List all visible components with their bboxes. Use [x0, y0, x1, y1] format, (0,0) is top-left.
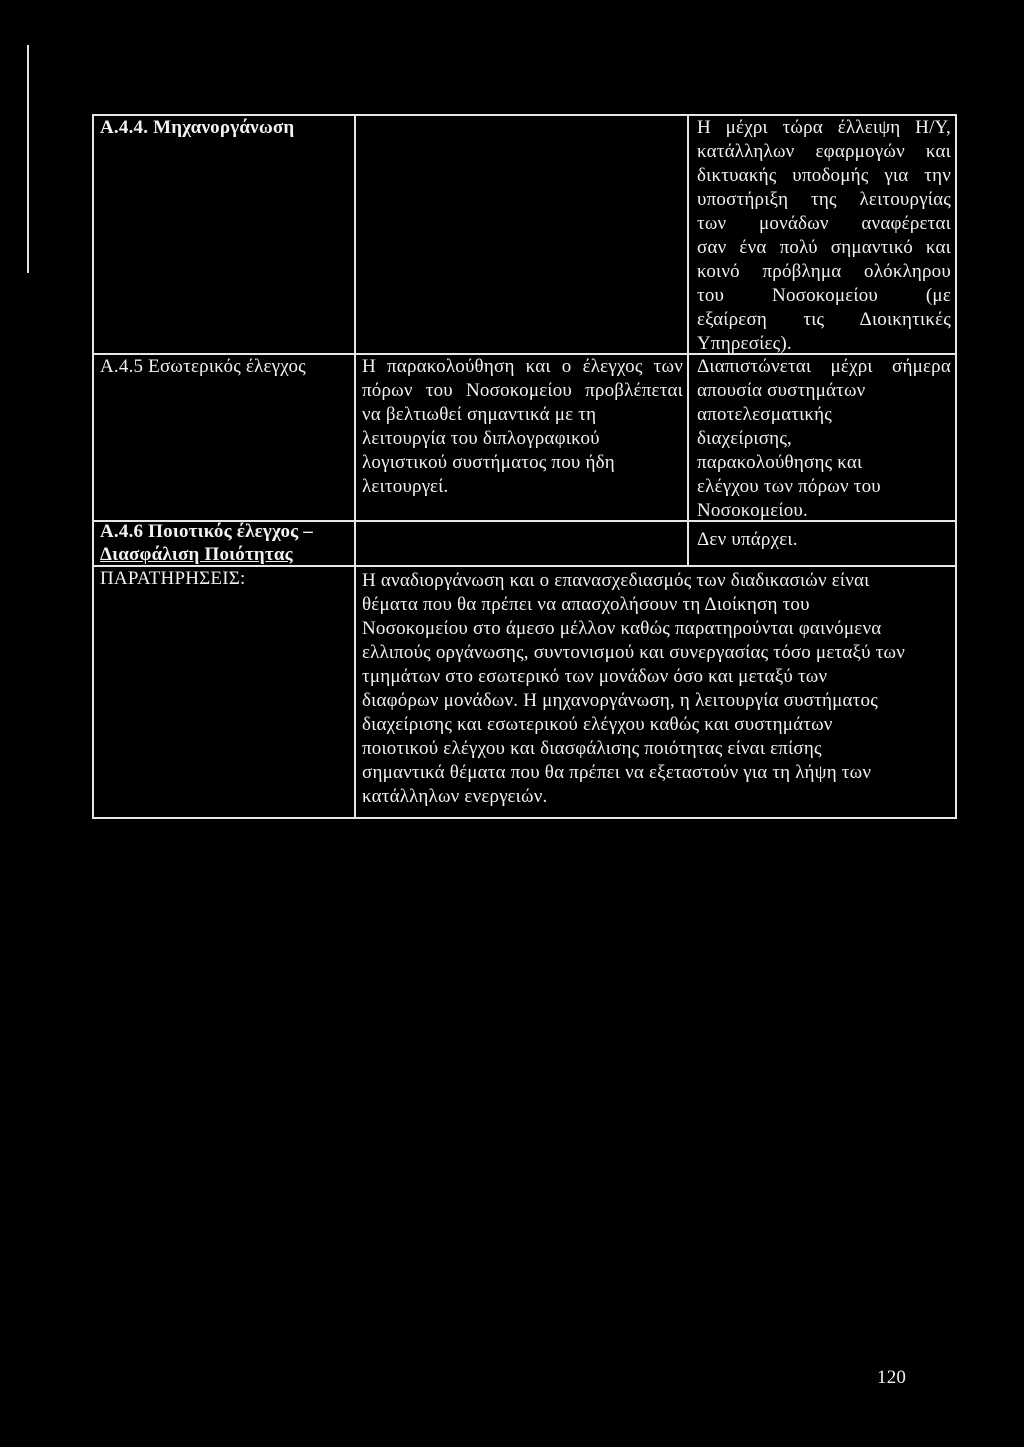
finding-line: Νοσοκομείου. — [697, 500, 808, 521]
row-label-line — [100, 543, 350, 566]
remarks-line: ποιοτικού ελέγχου και διασφάλισης ποιότητας είναι επίσης — [362, 738, 822, 759]
page-number: 120 — [877, 1367, 907, 1388]
row-label-cell — [100, 116, 350, 140]
finding-line: κοινό πρόβλημα ολόκληρου — [697, 261, 951, 282]
description-line: λειτουργεί. — [362, 476, 449, 497]
finding-line: απουσία συστημάτων — [697, 380, 866, 401]
column-divider — [687, 114, 689, 567]
finding-line: Υπηρεσίες). — [697, 333, 792, 354]
finding-line: αποτελεσματικής — [697, 404, 833, 425]
finding-line: παρακολούθησης και — [697, 452, 863, 473]
findings-cell — [697, 528, 951, 552]
remarks-cell — [362, 569, 951, 809]
remarks-line: θέματα που θα πρέπει να απασχολήσουν τη Διοίκηση του — [362, 594, 810, 615]
remarks-line: σημαντικά θέματα που θα πρέπει να εξεταστούν για τη λήψη των — [362, 762, 872, 783]
row-label-underlined-text: Διασφάλιση Ποιότητας — [100, 544, 293, 565]
finding-line: Διαπιστώνεται μέχρι σήμερα — [697, 356, 951, 377]
row-label-cell — [100, 520, 350, 566]
remarks-line: κατάλληλων ενεργειών. — [362, 786, 548, 807]
table-border-right — [955, 114, 957, 819]
row-label-cell — [100, 355, 350, 379]
scan-artifact-line — [27, 45, 29, 273]
finding-line: των μονάδων αναφέρεται — [697, 213, 951, 234]
description-line: να βελτιωθεί σημαντικά με τη — [362, 404, 597, 425]
description-line: πόρων του Νοσοκομείου προβλέπεται — [362, 380, 683, 401]
row-label-line: A.4.6 Ποιοτικός έλεγχος – — [100, 521, 314, 542]
row-label-line: A.4.4. Μηχανοργάνωση — [100, 117, 295, 138]
findings-cell — [697, 116, 951, 356]
remarks-line: τμημάτων στο εσωτερικό των μονάδων όσο και μεταξύ των — [362, 666, 828, 687]
description-line: Η παρακολούθηση και ο έλεγχος των — [362, 356, 683, 377]
remarks-line: Νοσοκομείου στο άμεσο μέλλον καθώς παρατηρούνται φαινόμενα — [362, 618, 882, 639]
remarks-line: διαφόρων μονάδων. Η μηχανοργάνωση, η λειτουργία συστήματος — [362, 690, 878, 711]
findings-cell — [697, 355, 951, 523]
remarks-line: διαχείρισης και εσωτερικού ελέγχου καθώς και συστημάτων — [362, 714, 833, 735]
row-label-line: A.4.5 Εσωτερικός έλεγχος — [100, 356, 306, 377]
finding-line: σαν ένα πολύ σημαντικό και — [697, 237, 951, 258]
remarks-label-cell — [100, 567, 350, 591]
finding-line: κατάλληλων εφαρμογών και — [697, 141, 951, 162]
finding-line: Η μέχρι τώρα έλλειψη Η/Υ, — [697, 117, 951, 138]
column-divider — [354, 114, 356, 819]
finding-line: διαχείρισης, — [697, 428, 792, 449]
description-line: λειτουργία του διπλογραφικού — [362, 428, 600, 449]
finding-line: εξαίρεση τις Διοικητικές — [697, 309, 951, 330]
description-line: λογιστικού συστήματος που ήδη — [362, 452, 615, 473]
description-cell — [362, 355, 683, 499]
finding-line: Δεν υπάρχει. — [697, 529, 798, 550]
finding-line: υποστήριξη της λειτουργίας — [697, 189, 951, 210]
remarks-label: ΠΑΡΑΤΗΡΗΣΕΙΣ: — [100, 568, 246, 589]
finding-line: ελέγχου των πόρων του — [697, 476, 881, 497]
finding-line: του Νοσοκομείου (με — [697, 285, 951, 306]
remarks-line: ελλιπούς οργάνωσης, συντονισμού και συνεργασίας τόσο μεταξύ των — [362, 642, 906, 663]
finding-line: δικτυακής υποδομής για την — [697, 165, 951, 186]
table-border-left — [92, 114, 94, 819]
table-border-bottom — [93, 817, 957, 819]
remarks-line: Η αναδιοργάνωση και ο επανασχεδιασμός των διαδικασιών είναι — [362, 570, 870, 591]
